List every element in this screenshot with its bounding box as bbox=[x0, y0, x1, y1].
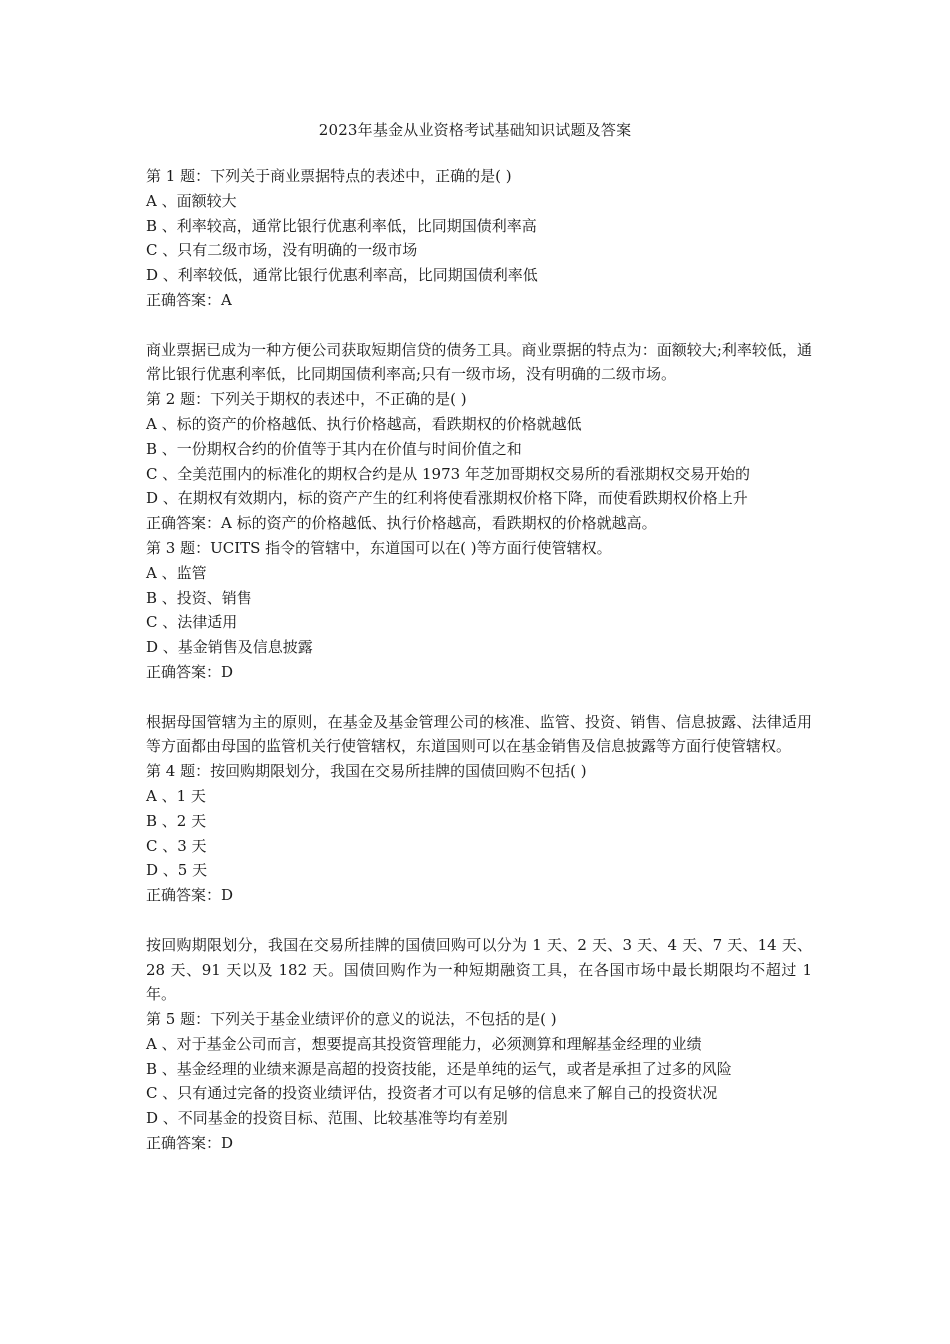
question-3-option-c: C 、法律适用 bbox=[146, 613, 238, 632]
question-5-answer: 正确答案：D bbox=[146, 1134, 234, 1153]
question-1-option-c: C 、只有二级市场，没有明确的一级市场 bbox=[146, 241, 418, 260]
question-1-option-d: D 、利率较低，通常比银行优惠利率高，比同期国债利率低 bbox=[146, 266, 538, 285]
question-3-answer: 正确答案：D bbox=[146, 662, 234, 681]
question-1-option-b: B 、利率较高，通常比银行优惠利率低，比同期国债利率高 bbox=[146, 216, 537, 235]
question-4-explanation: 按回购期限划分，我国在交易所挂牌的国债回购可以分为 1 天、2 天、3 天、4 天、7 天、14 天、28 天、91 天以及 182 天。国债回购作为一种短期融资工具，在各国市场中最长期限均不超过 1 年。 bbox=[146, 935, 812, 1004]
question-4-answer: 正确答案：D bbox=[146, 886, 234, 905]
question-3-option-d: D 、基金销售及信息披露 bbox=[146, 638, 313, 657]
question-3-explanation: 根据母国管辖为主的原则，在基金及基金管理公司的核准、监管、投资、销售、信息披露、法律适用等方面都由母国的监管机关行使管辖权，东道国则可以在基金销售及信息披露等方面行使管辖权。 bbox=[146, 712, 812, 756]
question-1-stem: 第 1 题：下列关于商业票据特点的表述中，正确的是( ) bbox=[146, 167, 512, 185]
question-2-option-b: B 、一份期权合约的价值等于其内在价值与时间价值之和 bbox=[146, 439, 522, 458]
document-title: 2023年基金从业资格考试基础知识试题及答案 bbox=[318, 121, 632, 139]
question-2-option-a: A 、标的资产的价格越低、执行价格越高，看跌期权的价格就越低 bbox=[146, 414, 582, 433]
question-3-option-a: A 、监管 bbox=[146, 563, 207, 582]
document-body bbox=[146, 164, 812, 1156]
spacer bbox=[146, 685, 812, 710]
spacer bbox=[146, 908, 812, 933]
question-4-option-c: C 、3 天 bbox=[146, 836, 207, 855]
question-4-option-d: D 、5 天 bbox=[146, 861, 208, 880]
question-1-answer: 正确答案：A bbox=[146, 290, 232, 309]
question-4-option-a: A 、1 天 bbox=[146, 786, 206, 805]
question-5-stem: 第 5 题：下列关于基金业绩评价的意义的说法，不包括的是( ) bbox=[146, 1010, 557, 1029]
question-5-option-c: C 、只有通过完备的投资业绩评估，投资者才可以有足够的信息来了解自己的投资状况 bbox=[146, 1084, 718, 1103]
question-2-stem: 第 2 题：下列关于期权的表述中，不正确的是( ) bbox=[146, 390, 467, 409]
question-5-option-d: D 、不同基金的投资目标、范围、比较基准等均有差别 bbox=[146, 1109, 508, 1128]
question-1-explanation: 商业票据已成为一种方便公司获取短期信贷的债务工具。商业票据的特点为：面额较大;利率较低，通常比银行优惠利率低，比同期国债利率高;只有一级市场，没有明确的二级市场。 bbox=[146, 340, 812, 384]
question-2-option-c: C 、全美范围内的标准化的期权合约是从 1973 年芝加哥期权交易所的看涨期权交易开始的 bbox=[146, 464, 750, 483]
question-1-option-a: A 、面额较大 bbox=[146, 191, 237, 210]
question-4-option-b: B 、2 天 bbox=[146, 811, 207, 830]
question-2-option-d: D 、在期权有效期内，标的资产产生的红利将使看涨期权价格下降，而使看跌期权价格上升 bbox=[146, 489, 748, 508]
spacer bbox=[146, 313, 812, 338]
question-3-option-b: B 、投资、销售 bbox=[146, 588, 252, 607]
question-2-answer: 正确答案：A 标的资产的价格越低、执行价格越高，看跌期权的价格就越高。 bbox=[146, 514, 657, 533]
question-5-option-a: A 、对于基金公司而言，想要提高其投资管理能力，必须测算和理解基金经理的业绩 bbox=[146, 1034, 702, 1053]
question-4-stem: 第 4 题：按回购期限划分，我国在交易所挂牌的国债回购不包括( ) bbox=[146, 762, 587, 781]
question-5-option-b: B 、基金经理的业绩来源是高超的投资技能，还是单纯的运气，或者是承担了过多的风险 bbox=[146, 1059, 732, 1078]
question-3-stem: 第 3 题：UCITS 指令的管辖中，东道国可以在( )等方面行使管辖权。 bbox=[146, 538, 612, 557]
